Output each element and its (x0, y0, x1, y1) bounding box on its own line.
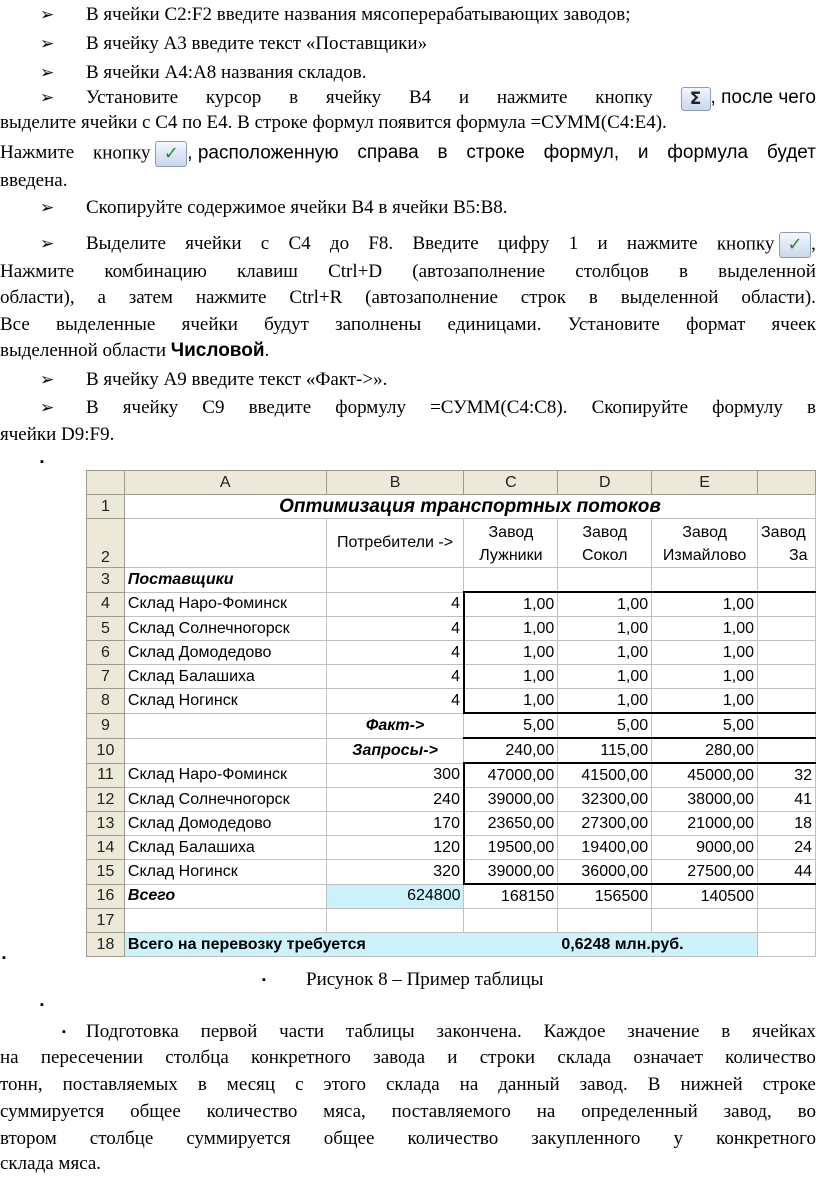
arrow-bullet: ➢ (40, 370, 55, 389)
enter-check-button-icon: ✓ (155, 141, 187, 167)
spreadsheet-figure (86, 470, 816, 966)
table-row: 13 Склад Домодедово 170 23650,00 27300,00 21000,00 18 (87, 812, 816, 836)
arrow-bullet: ➢ (40, 234, 55, 253)
instruction-3: В ячейки A4:A8 названия складов. (86, 62, 367, 83)
instruction-7: введена. (0, 170, 68, 191)
instruction-14: В ячейку А9 введите текст «Факт->». (86, 369, 388, 390)
square-bullet: ▪ (262, 974, 266, 986)
total-value: 624800 (326, 884, 464, 909)
table-row: 16 Всего 624800 168150 156500 140500 (87, 884, 816, 909)
table-row: 1 Оптимизация транспортных потоков (87, 495, 816, 519)
suppliers-label: Поставщики (124, 568, 326, 593)
instruction-2: В ячейку A3 введите текст «Поставщики» (86, 33, 428, 54)
col-header-f (758, 471, 816, 495)
paragraph-line-6: склада мяса. (0, 1153, 102, 1174)
corner-cell (87, 471, 125, 495)
table-row: 5 Склад Солнечногорск 4 1,00 1,00 1,00 (87, 617, 816, 641)
instruction-5: выделите ячейки с С4 по E4. В строке формул появится формула =СУММ(C4:E4). (0, 112, 667, 133)
instruction-13: выделенной области Числовой. (0, 340, 270, 361)
arrow-bullet: ➢ (40, 88, 55, 107)
table-row: 10 Запросы-> 240,00 115,00 280,00 (87, 738, 816, 763)
col-header-c: C (464, 471, 558, 495)
spreadsheet-grid (86, 470, 816, 957)
transport-total-label: Всего на перевозку требуется (124, 933, 557, 957)
col-header-b: B (326, 471, 464, 495)
instruction-15: В ячейку С9 введите формулу =СУММ(С4:С8). Скопируйте формулу в (86, 397, 816, 418)
col-header-e: E (652, 471, 758, 495)
column-header-row (87, 471, 816, 495)
paragraph-line-5: втором столбце суммируется общее количество закупленного у конкретного (0, 1128, 816, 1149)
table-row: 9 Факт-> 5,00 5,00 5,00 (87, 713, 816, 738)
arrow-bullet: ➢ (40, 198, 55, 217)
table-row: 8 Склад Ногинск 4 1,00 1,00 1,00 (87, 689, 816, 714)
instruction-12: Все выделенные ячейки будут заполнены единицами. Установите формат ячеек (0, 314, 816, 335)
paragraph-line-3: тонн, поставляемых в месяц с этого склада на данный завод. В нижней строке (0, 1074, 816, 1095)
table-row: 4 Склад Наро-Фоминск 4 1,00 1,00 1,00 (87, 592, 816, 617)
table-row: 7 Склад Балашиха 4 1,00 1,00 1,00 (87, 665, 816, 689)
sheet-title: Оптимизация транспортных потоков (124, 495, 815, 519)
plant-header: Завод Измайлово (652, 519, 758, 568)
table-row: 11 Склад Наро-Фоминск 300 47000,00 41500,00 45000,00 32 (87, 763, 816, 788)
plant-header: Завод Лужники (464, 519, 558, 568)
table-row: 17 (87, 909, 816, 933)
table-row: 12 Склад Солнечногорск 240 39000,00 32300,00 38000,00 41 (87, 788, 816, 812)
instruction-16: ячейки D9:F9. (0, 424, 115, 445)
table-row: 6 Склад Домодедово 4 1,00 1,00 1,00 (87, 641, 816, 665)
instruction-6: Нажмите кнопку ✓ , расположенную справа в строке формул, и формула будет (0, 141, 816, 167)
instruction-11: области), а затем нажмите Ctrl+R (автозаполнение строк в выделенной области). (0, 287, 816, 308)
table-row: 2 Потребители -> Завод Лужники Завод Сокол Завод Измайлово Завод За (87, 519, 816, 568)
arrow-bullet: ➢ (40, 34, 55, 53)
arrow-bullet: ➢ (40, 5, 55, 24)
plant-header: Завод Сокол (558, 519, 652, 568)
col-header-d: D (558, 471, 652, 495)
paragraph-line-1: Подготовка первой части таблицы закончена. Каждое значение в ячейках (86, 1021, 816, 1042)
square-bullet: ▪ (40, 999, 44, 1011)
square-bullet: ▪ (2, 952, 6, 964)
autosum-button-icon: Σ (681, 87, 711, 111)
instruction-8: Скопируйте содержимое ячейки B4 в ячейки B5:B8. (86, 197, 508, 218)
table-row: 18 Всего на перевозку требуется 0,6248 млн.руб. (87, 933, 816, 957)
consumers-label: Потребители -> (326, 519, 464, 568)
plant-header: Завод За (758, 519, 816, 568)
instruction-1: В ячейки C2:F2 введите названия мясоперерабатывающих заводов; (86, 4, 631, 25)
square-bullet: ▪ (62, 1026, 66, 1038)
paragraph-line-2: на пересечении столбца конкретного завода и строки склада означает количество (0, 1047, 816, 1068)
total-label: Всего (124, 884, 326, 909)
table-row: 3 Поставщики (87, 568, 816, 593)
transport-total-value: 0,6248 млн.руб. (558, 933, 758, 957)
arrow-bullet: ➢ (40, 398, 55, 417)
instruction-10: Нажмите комбинацию клавиш Ctrl+D (автозаполнение столбцов в выделенной (0, 261, 816, 282)
col-header-a: A (124, 471, 326, 495)
instruction-9: Выделите ячейки с С4 до F8. Введите цифру 1 и нажмите кнопку ✓ , (86, 232, 816, 258)
table-row: 15 Склад Ногинск 320 39000,00 36000,00 27500,00 44 (87, 860, 816, 885)
instruction-4: Установите курсор в ячейку B4 и нажмите кнопку Σ , после чего (86, 87, 816, 109)
arrow-bullet: ➢ (40, 63, 55, 82)
figure-caption: Рисунок 8 – Пример таблицы (306, 969, 544, 990)
square-bullet: ▪ (40, 456, 44, 468)
paragraph-line-4: суммируется общее количество мяса, поставляемого на определенный завод, во (0, 1101, 816, 1122)
fact-label: Факт-> (326, 713, 464, 738)
table-row: 14 Склад Балашиха 120 19500,00 19400,00 9000,00 24 (87, 836, 816, 860)
enter-check-button-icon: ✓ (779, 232, 811, 258)
requests-label: Запросы-> (326, 738, 464, 763)
